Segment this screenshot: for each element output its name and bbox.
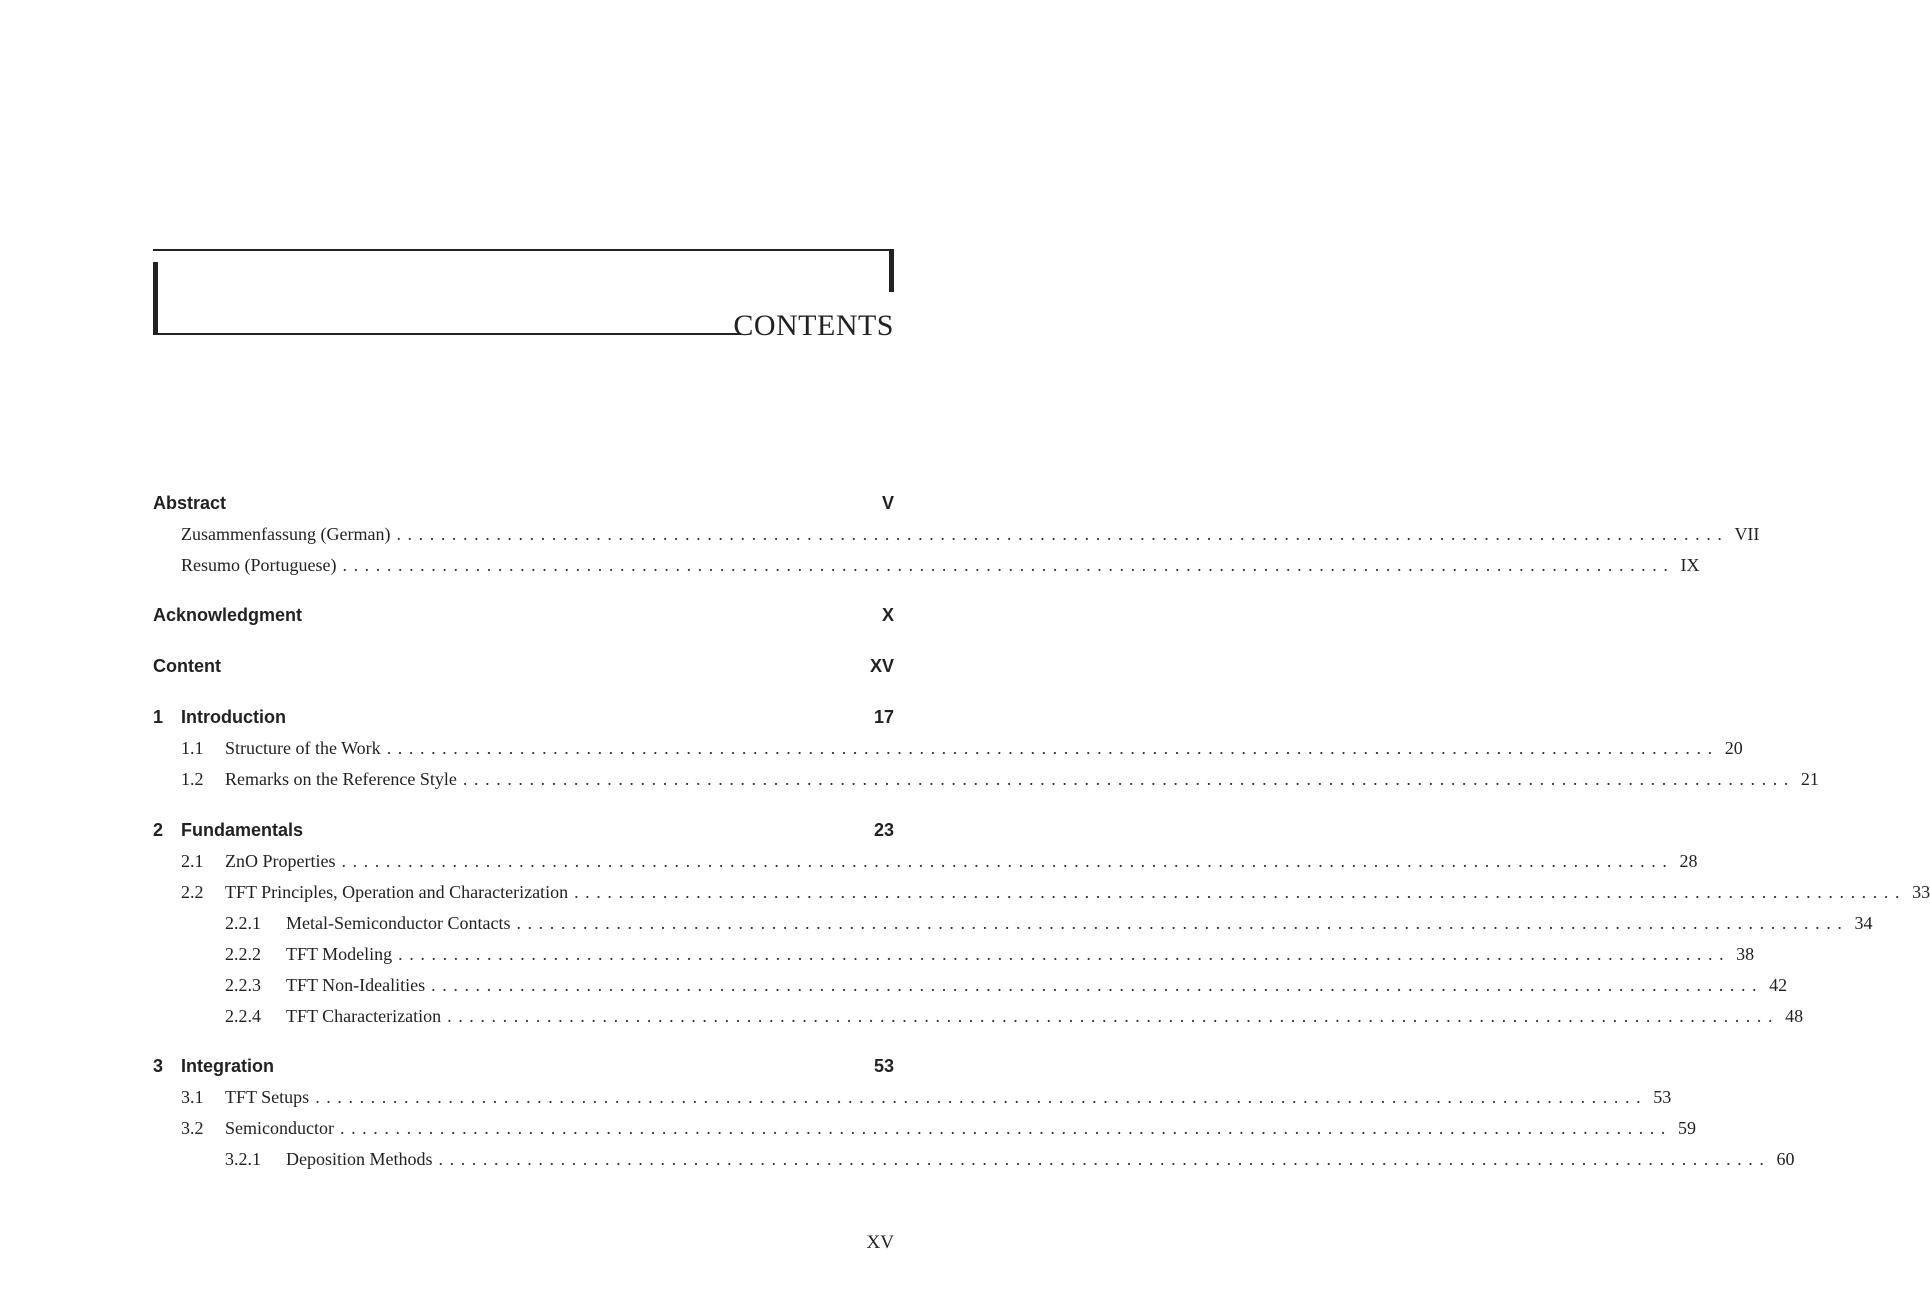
- toc-dot-leader: ........................................................................................................................: [339, 1118, 1672, 1138]
- toc-entry-number: 2.2: [181, 882, 204, 902]
- toc-entry-page-number: 34: [1854, 913, 1873, 933]
- toc-entry-number: 1.1: [181, 738, 204, 758]
- toc-chapter-entry[interactable]: [153, 1053, 894, 1079]
- toc-entry-number: 1: [153, 707, 164, 727]
- toc-dot-leader: ........................................................................................................................: [396, 524, 1729, 544]
- toc-section-entry[interactable]: [153, 1146, 1795, 1172]
- toc-entry-title: Fundamentals: [181, 820, 304, 840]
- toc-entry-title: Structure of the Work: [225, 738, 381, 758]
- toc-entry-number: 3.2: [181, 1118, 204, 1138]
- toc-dot-leader: ........................................................................................................................: [447, 1006, 1780, 1026]
- toc-entry-number: 2.2.1: [225, 913, 261, 933]
- toc-dot-leader: ........................................................................................................................: [431, 975, 1764, 995]
- toc-entry-title: TFT Modeling: [286, 944, 393, 964]
- toc-entry-title: Introduction: [181, 707, 286, 727]
- toc-entry-page-number: 60: [1776, 1149, 1795, 1169]
- toc-entry-page-number: 42: [1769, 975, 1788, 995]
- toc-dot-leader: ........................................................................................................................: [462, 769, 1795, 789]
- toc-entry-page-number: IX: [1680, 555, 1700, 575]
- toc-section-entry[interactable]: [153, 941, 1755, 967]
- toc-entry-number: 3.2.1: [225, 1149, 261, 1169]
- toc-dot-leader: ........................................................................................................................: [341, 851, 1674, 871]
- toc-entry-title: TFT Principles, Operation and Characterization: [225, 882, 569, 902]
- toc-dot-leader: ........................................................................................................................: [574, 882, 1907, 902]
- toc-chapter-entry[interactable]: [153, 653, 894, 679]
- toc-entry-title: Zusammenfassung (German): [181, 524, 391, 544]
- toc-dot-leader: ........................................................................................................................: [398, 944, 1731, 964]
- toc-entry-page-number: 21: [1800, 769, 1819, 789]
- chapter-frame-top-rule: [153, 249, 894, 251]
- toc-entry-page-number: 28: [1679, 851, 1698, 871]
- chapter-title: CONTENTS: [733, 309, 894, 342]
- toc-chapter-entry[interactable]: [153, 817, 894, 843]
- toc-entry-page-number: 59: [1677, 1118, 1696, 1138]
- toc-entry-page-number: VII: [1734, 524, 1760, 544]
- toc-entry-title: Deposition Methods: [286, 1149, 433, 1169]
- toc-chapter-entry[interactable]: [153, 490, 894, 516]
- toc-chapter-entry[interactable]: [153, 602, 894, 628]
- toc-entry-title: Abstract: [153, 493, 227, 513]
- toc-entry-page-number: V: [881, 493, 894, 513]
- toc-section-entry[interactable]: [153, 1084, 1672, 1110]
- toc-dot-leader: ........................................................................................................................: [438, 1149, 1771, 1169]
- toc-section-entry[interactable]: [153, 521, 1760, 547]
- toc-entry-title: TFT Setups: [225, 1087, 310, 1107]
- toc-entry-title: Acknowledgment: [153, 605, 303, 625]
- toc-dot-leader: ........................................................................................................................: [516, 913, 1849, 933]
- toc-entry-title: Integration: [181, 1056, 274, 1076]
- toc-entry-title: Semiconductor: [225, 1118, 334, 1138]
- toc-entry-page-number: 53: [1653, 1087, 1672, 1107]
- toc-section-entry[interactable]: [153, 1003, 1804, 1029]
- toc-section-entry[interactable]: [153, 735, 1743, 761]
- toc-entry-title: Content: [153, 656, 221, 676]
- toc-entry-number: 1.2: [181, 769, 204, 789]
- toc-section-entry[interactable]: [153, 552, 1700, 578]
- toc-section-entry[interactable]: [153, 972, 1788, 998]
- toc-entry-page-number: 53: [873, 1056, 894, 1076]
- toc-section-entry[interactable]: [153, 910, 1873, 936]
- toc-entry-number: 2: [153, 820, 164, 840]
- toc-entry-page-number: XV: [869, 656, 894, 676]
- toc-entry-number: 2.2.2: [225, 944, 261, 964]
- toc-entry-number: 3: [153, 1056, 164, 1076]
- toc-dot-leader: ........................................................................................................................: [342, 555, 1675, 575]
- chapter-frame-bottom-rule: [153, 333, 741, 335]
- page-folio: XV: [866, 1232, 894, 1253]
- toc-entry-page-number: 38: [1736, 944, 1755, 964]
- toc-entry-number: 2.1: [181, 851, 204, 871]
- toc-dot-leader: ........................................................................................................................: [386, 738, 1719, 758]
- toc-chapter-entry[interactable]: [153, 704, 894, 730]
- toc-entry-title: TFT Non-Idealities: [286, 975, 426, 995]
- toc-entry-page-number: 23: [873, 820, 894, 840]
- toc-entry-page-number: 48: [1785, 1006, 1804, 1026]
- toc-section-entry[interactable]: [153, 1115, 1696, 1141]
- toc-entry-number: 3.1: [181, 1087, 204, 1107]
- toc-entry-number: 2.2.3: [225, 975, 261, 995]
- toc-entry-title: Resumo (Portuguese): [181, 555, 337, 575]
- toc-section-entry[interactable]: [153, 848, 1698, 874]
- toc-entry-title: Metal-Semiconductor Contacts: [286, 913, 511, 933]
- toc-entry-number: 2.2.4: [225, 1006, 261, 1026]
- toc-section-entry[interactable]: [153, 879, 1930, 905]
- toc-section-entry[interactable]: [153, 766, 1819, 792]
- toc-entry-title: Remarks on the Reference Style: [225, 769, 457, 789]
- toc-entry-page-number: 33: [1912, 882, 1930, 902]
- toc-dot-leader: ........................................................................................................................: [315, 1087, 1648, 1107]
- toc-entry-title: ZnO Properties: [225, 851, 336, 871]
- chapter-frame-left-rule: [153, 262, 158, 335]
- toc-entry-page-number: 17: [873, 707, 894, 727]
- chapter-frame-right-rule: [889, 249, 894, 292]
- toc-entry-title: TFT Characterization: [286, 1006, 442, 1026]
- toc-entry-page-number: X: [881, 605, 894, 625]
- toc-entry-page-number: 20: [1724, 738, 1743, 758]
